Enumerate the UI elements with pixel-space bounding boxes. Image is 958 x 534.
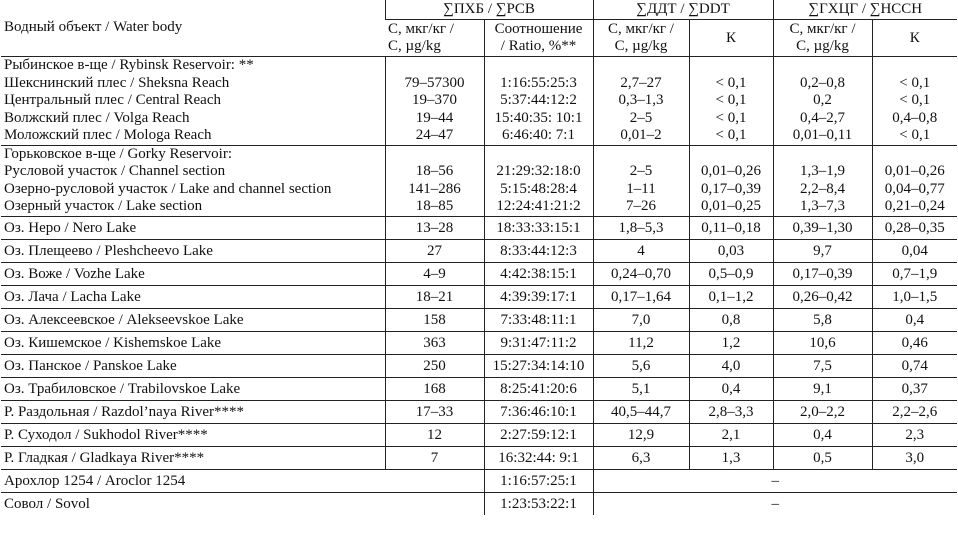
hch-conc: 0,17–0,39 [773, 262, 872, 285]
header-ddt-k: К [689, 20, 773, 57]
hch-k: < 0,1 < 0,1 0,4–0,8 < 0,1 [872, 57, 957, 146]
hch-conc: 1,3–1,9 2,2–8,4 1,3–7,3 [773, 145, 872, 216]
pcb-ratio: 2:27:59:12:1 [484, 423, 593, 446]
table-row [1, 400, 957, 423]
pcb-ratio: 21:29:32:18:0 5:15:48:28:4 12:24:41:21:2 [484, 145, 593, 216]
table-row [1, 285, 957, 308]
ddt-conc: 2–5 1–11 7–26 [593, 145, 689, 216]
hch-conc: 9,7 [773, 239, 872, 262]
ddt-k: < 0,1 < 0,1 < 0,1 < 0,1 [689, 57, 773, 146]
hch-k: 1,0–1,5 [872, 285, 957, 308]
hch-k: 0,74 [872, 354, 957, 377]
hch-k: 0,04 [872, 239, 957, 262]
header-pcb-conc: С, мкг/кг / С, µg/kg [385, 20, 484, 57]
row-name: Оз. Воже / Vozhe Lake [1, 262, 385, 285]
ddt-conc: 0,17–1,64 [593, 285, 689, 308]
header-water-body: Водный объект / Water body [1, 0, 385, 57]
hch-k: 0,01–0,26 0,04–0,77 0,21–0,24 [872, 145, 957, 216]
ddt-k: 1,2 [689, 331, 773, 354]
row-name: Оз. Алексеевское / Alekseevskoe Lake [1, 308, 385, 331]
pcb-conc [385, 492, 484, 515]
table-row [1, 308, 957, 331]
pcb-ratio: 1:16:57:25:1 [484, 469, 593, 492]
hch-conc: 9,1 [773, 377, 872, 400]
pcb-ratio: 4:42:38:15:1 [484, 262, 593, 285]
row-name: Р. Суходол / Sukhodol River**** [1, 423, 385, 446]
hch-k: 0,46 [872, 331, 957, 354]
table-row [1, 331, 957, 354]
ddt-conc: 1,8–5,3 [593, 216, 689, 239]
row-name: Оз. Трабиловское / Trabilovskoe Lake [1, 377, 385, 400]
pcb-conc: 158 [385, 308, 484, 331]
ddt-k: 0,01–0,26 0,17–0,39 0,01–0,25 [689, 145, 773, 216]
ddt-k: 1,3 [689, 446, 773, 469]
row-name: Оз. Лача / Lacha Lake [1, 285, 385, 308]
reference-row [1, 492, 957, 515]
pcb-conc: 7 [385, 446, 484, 469]
pcb-conc: 27 [385, 239, 484, 262]
pcb-ratio: 8:33:44:12:3 [484, 239, 593, 262]
ddt-k: 2,8–3,3 [689, 400, 773, 423]
ddt-k: 0,1–1,2 [689, 285, 773, 308]
table-row [1, 239, 957, 262]
pcb-ratio: 16:32:44: 9:1 [484, 446, 593, 469]
pcb-conc: 12 [385, 423, 484, 446]
hch-conc: 10,6 [773, 331, 872, 354]
hch-conc: 5,8 [773, 308, 872, 331]
na-dash: – [593, 469, 957, 492]
table-row [1, 262, 957, 285]
header-hch-conc: С, мкг/кг / С, µg/kg [773, 20, 872, 57]
header-ddt: ∑ДДТ / ∑DDT [593, 0, 773, 20]
pcb-conc: 363 [385, 331, 484, 354]
table-row-group-rybinsk [1, 57, 957, 146]
row-name: Оз. Плещеево / Pleshcheevo Lake [1, 239, 385, 262]
pcb-conc: 4–9 [385, 262, 484, 285]
header-pcb-ratio: Соотношение / Ratio, %** [484, 20, 593, 57]
pcb-ratio: 4:39:39:17:1 [484, 285, 593, 308]
hch-k: 2,2–2,6 [872, 400, 957, 423]
header-hch-k: К [872, 20, 957, 57]
table-row [1, 377, 957, 400]
row-name: Оз. Неро / Nero Lake [1, 216, 385, 239]
row-name: Р. Гладкая / Gladkaya River**** [1, 446, 385, 469]
hch-conc: 0,26–0,42 [773, 285, 872, 308]
ddt-conc: 0,24–0,70 [593, 262, 689, 285]
hch-conc: 7,5 [773, 354, 872, 377]
table-row [1, 446, 957, 469]
pcb-ratio: 9:31:47:11:2 [484, 331, 593, 354]
hch-conc: 2,0–2,2 [773, 400, 872, 423]
hch-k: 0,28–0,35 [872, 216, 957, 239]
row-name: Р. Раздольная / Razdol’naya River**** [1, 400, 385, 423]
hch-k: 3,0 [872, 446, 957, 469]
ddt-conc: 12,9 [593, 423, 689, 446]
pcb-ratio: 1:23:53:22:1 [484, 492, 593, 515]
row-name: Арохлор 1254 / Aroclor 1254 [1, 469, 385, 492]
hch-k: 0,4 [872, 308, 957, 331]
na-dash: – [593, 492, 957, 515]
ddt-k: 0,11–0,18 [689, 216, 773, 239]
pcb-ratio: 18:33:33:15:1 [484, 216, 593, 239]
hch-k: 0,37 [872, 377, 957, 400]
ddt-k: 0,8 [689, 308, 773, 331]
pcb-conc: 13–28 [385, 216, 484, 239]
row-name: Рыбинское в-ще / Rybinsk Reservoir: ** Шекснинский плес / Sheksna Reach Центральный плес / Central Reach Волжский плес / Volga Reach Моложский плес / Mologa Reach [1, 57, 385, 146]
ddt-conc: 5,1 [593, 377, 689, 400]
table-row [1, 216, 957, 239]
header-hch: ∑ГХЦГ / ∑HCCH [773, 0, 957, 20]
header-pcb: ∑ПХБ / ∑PCB [385, 0, 593, 20]
pcb-conc [385, 469, 484, 492]
hch-conc: 0,4 [773, 423, 872, 446]
data-table [1, 0, 957, 515]
hch-k: 0,7–1,9 [872, 262, 957, 285]
ddt-k: 0,03 [689, 239, 773, 262]
ddt-k: 0,5–0,9 [689, 262, 773, 285]
ddt-conc: 6,3 [593, 446, 689, 469]
row-name: Горьковское в-ще / Gorky Reservoir: Русловой участок / Channel section Озерно-русловой участок / Lake and channel section Озерный участок / Lake section [1, 145, 385, 216]
pcb-ratio: 7:36:46:10:1 [484, 400, 593, 423]
ddt-conc: 4 [593, 239, 689, 262]
table-row [1, 354, 957, 377]
pcb-ratio: 1:16:55:25:3 5:37:44:12:2 15:40:35: 10:1 6:46:40: 7:1 [484, 57, 593, 146]
pcb-conc: 250 [385, 354, 484, 377]
hch-k: 2,3 [872, 423, 957, 446]
pcb-ratio: 8:25:41:20:6 [484, 377, 593, 400]
hch-conc: 0,2–0,8 0,2 0,4–2,7 0,01–0,11 [773, 57, 872, 146]
ddt-conc: 5,6 [593, 354, 689, 377]
reference-row [1, 469, 957, 492]
ddt-conc: 11,2 [593, 331, 689, 354]
ddt-k: 0,4 [689, 377, 773, 400]
ddt-conc: 2,7–27 0,3–1,3 2–5 0,01–2 [593, 57, 689, 146]
ddt-conc: 7,0 [593, 308, 689, 331]
pcb-conc: 168 [385, 377, 484, 400]
hch-conc: 0,5 [773, 446, 872, 469]
header-ddt-conc: С, мкг/кг / С, µg/kg [593, 20, 689, 57]
row-name: Оз. Панское / Panskoe Lake [1, 354, 385, 377]
pcb-conc: 79–57300 19–370 19–44 24–47 [385, 57, 484, 146]
ddt-k: 4,0 [689, 354, 773, 377]
pcb-conc: 17–33 [385, 400, 484, 423]
pcb-ratio: 7:33:48:11:1 [484, 308, 593, 331]
table-row [1, 423, 957, 446]
pcb-conc: 18–21 [385, 285, 484, 308]
row-name: Совол / Sovol [1, 492, 385, 515]
hch-conc: 0,39–1,30 [773, 216, 872, 239]
ddt-k: 2,1 [689, 423, 773, 446]
pcb-conc: 18–56 141–286 18–85 [385, 145, 484, 216]
table-row-group-gorky [1, 145, 957, 216]
ddt-conc: 40,5–44,7 [593, 400, 689, 423]
row-name: Оз. Кишемское / Kishemskoe Lake [1, 331, 385, 354]
pcb-ratio: 15:27:34:14:10 [484, 354, 593, 377]
